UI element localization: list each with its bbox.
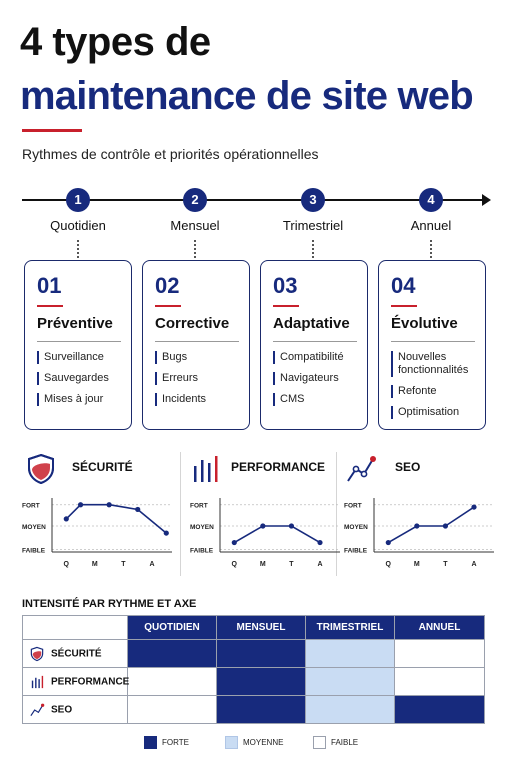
bar-chart-icon xyxy=(188,452,222,486)
chart-tick-label: Q xyxy=(385,561,392,568)
card-number: 03 xyxy=(273,273,298,298)
matrix-cell-forte xyxy=(217,696,306,724)
bar-chart-icon xyxy=(29,674,45,690)
chart-level-label: FAIBLE xyxy=(190,547,214,555)
timeline-connector xyxy=(312,240,314,258)
legend-label-forte: FORTE xyxy=(162,738,189,747)
card-item: Nouvelles fonctionnalités xyxy=(391,351,479,377)
legend-swatch-moyenne xyxy=(225,736,238,749)
matrix-column-header: MENSUEL xyxy=(217,616,306,640)
card-item: Erreurs xyxy=(155,372,243,385)
card-title: Évolutive xyxy=(391,315,458,332)
card-item: Bugs xyxy=(155,351,243,364)
matrix-cell-moyenne xyxy=(306,640,395,668)
chart-point xyxy=(107,502,112,507)
card-item-list xyxy=(391,351,479,427)
card-divider xyxy=(391,341,475,342)
securite-intensity-chart xyxy=(20,494,176,576)
matrix-row-label: SÉCURITÉ xyxy=(51,648,102,660)
card-item-list xyxy=(37,351,125,414)
chart-tick-label: A xyxy=(149,561,155,568)
card-item: Incidents xyxy=(155,393,243,406)
matrix-row-securite xyxy=(23,640,485,668)
card-number-rule xyxy=(391,305,417,307)
timeline-step-3: 3 xyxy=(301,188,325,212)
axis-title-securite: SÉCURITÉ xyxy=(72,460,133,474)
card-preventive xyxy=(24,260,132,430)
chart-point xyxy=(232,540,237,545)
matrix-cell-forte xyxy=(128,640,217,668)
matrix-column-header: ANNUEL xyxy=(395,616,485,640)
chart-point xyxy=(64,516,69,521)
chart-point xyxy=(471,504,476,509)
axis-title-performance: PERFORMANCE xyxy=(231,460,326,474)
chart-point xyxy=(289,523,294,528)
card-title: Adaptative xyxy=(273,315,350,332)
card-title: Préventive xyxy=(37,315,113,332)
shield-icon xyxy=(29,646,45,662)
matrix-column-header: QUOTIDIEN xyxy=(128,616,217,640)
timeline-label-annuel: Annuel xyxy=(410,218,452,233)
matrix-column-header: TRIMESTRIEL xyxy=(306,616,395,640)
card-number-rule xyxy=(155,305,181,307)
axis-separator xyxy=(180,452,181,576)
matrix-cell-forte xyxy=(217,668,306,696)
chart-tick-label: M xyxy=(413,561,420,568)
matrix-cell-faible xyxy=(128,668,217,696)
chart-level-label: FORT xyxy=(22,502,40,510)
chart-level-label: FAIBLE xyxy=(344,547,368,555)
matrix-cell-moyenne xyxy=(306,668,395,696)
chart-point xyxy=(386,540,391,545)
legend-swatch-forte xyxy=(144,736,157,749)
card-corrective xyxy=(142,260,250,430)
timeline-step-2: 2 xyxy=(183,188,207,212)
chart-point xyxy=(414,523,419,528)
timeline-label-mensuel: Mensuel xyxy=(170,218,220,233)
card-item: CMS xyxy=(273,393,361,406)
matrix-header-row xyxy=(23,616,485,640)
chart-tick-label: M xyxy=(91,561,98,568)
matrix-row-label: PERFORMANCE xyxy=(51,676,130,688)
card-item-list xyxy=(273,351,361,414)
card-item: Surveillance xyxy=(37,351,125,364)
chart-level-label: MOYEN xyxy=(22,524,46,531)
chart-point xyxy=(260,523,265,528)
chart-level-label: MOYEN xyxy=(344,524,368,531)
chart-level-label: FORT xyxy=(344,502,362,510)
timeline-connector xyxy=(194,240,196,258)
card-number-rule xyxy=(273,305,299,307)
legend-swatch-faible xyxy=(313,736,326,749)
matrix-corner-cell xyxy=(23,616,128,640)
shield-icon xyxy=(24,452,58,486)
card-divider xyxy=(37,341,121,342)
card-item: Optimisation xyxy=(391,406,479,419)
matrix-cell-forte xyxy=(217,640,306,668)
matrix-row-header xyxy=(23,640,128,668)
trend-line-icon xyxy=(29,702,45,718)
chart-point xyxy=(78,502,83,507)
title-accent-rule xyxy=(22,129,82,132)
card-divider xyxy=(273,341,357,342)
card-item: Navigateurs xyxy=(273,372,361,385)
chart-tick-label: T xyxy=(121,561,126,568)
matrix-cell-forte xyxy=(395,696,485,724)
card-title: Corrective xyxy=(155,315,230,332)
chart-tick-label: Q xyxy=(63,561,70,568)
matrix-row-header xyxy=(23,668,128,696)
page-title-line-2: maintenance de site web xyxy=(20,74,473,118)
chart-point xyxy=(164,530,169,535)
chart-tick-label: A xyxy=(317,561,323,568)
chart-level-label: MOYEN xyxy=(190,524,214,531)
chart-tick-label: T xyxy=(289,561,294,568)
legend-label-moyenne: MOYENNE xyxy=(243,738,284,747)
card-number: 02 xyxy=(155,273,180,298)
timeline-step-1: 1 xyxy=(66,188,90,212)
matrix-cell-moyenne xyxy=(306,696,395,724)
chart-tick-label: Q xyxy=(231,561,238,568)
timeline-label-trimestriel: Trimestriel xyxy=(282,218,344,233)
chart-tick-label: A xyxy=(471,561,477,568)
matrix-cell-faible xyxy=(128,696,217,724)
card-number: 04 xyxy=(391,273,416,298)
chart-series-line xyxy=(388,507,474,542)
seo-intensity-chart xyxy=(342,494,498,576)
chart-tick-label: M xyxy=(259,561,266,568)
chart-point xyxy=(317,540,322,545)
timeline-connector xyxy=(77,240,79,258)
matrix-row-label: SEO xyxy=(51,704,73,716)
chart-tick-label: T xyxy=(443,561,448,568)
page-title-line-1: 4 types de xyxy=(20,20,211,64)
card-evolutive xyxy=(378,260,486,430)
matrix-row-performance xyxy=(23,668,485,696)
chart-point xyxy=(135,507,140,512)
timeline-step-4: 4 xyxy=(419,188,443,212)
card-number: 01 xyxy=(37,273,62,298)
timeline-label-quotidien: Quotidien xyxy=(50,218,106,233)
matrix-row-seo xyxy=(23,696,485,724)
timeline-connector xyxy=(430,240,432,258)
matrix-cell-faible xyxy=(395,640,485,668)
chart-series-line xyxy=(234,526,320,543)
performance-intensity-chart xyxy=(188,494,344,576)
chart-point xyxy=(443,523,448,528)
card-item: Compatibilité xyxy=(273,351,361,364)
card-item: Refonte xyxy=(391,385,479,398)
matrix-row-header xyxy=(23,696,128,724)
card-number-rule xyxy=(37,305,63,307)
chart-level-label: FAIBLE xyxy=(22,547,46,555)
card-adaptative xyxy=(260,260,368,430)
card-item-list xyxy=(155,351,243,414)
matrix-title: INTENSITÉ PAR RYTHME ET AXE xyxy=(22,598,197,610)
chart-series-line xyxy=(66,505,166,533)
page-subtitle: Rythmes de contrôle et priorités opérationnelles xyxy=(22,146,319,162)
legend-label-faible: FAIBLE xyxy=(331,738,359,747)
chart-level-label: FORT xyxy=(190,502,208,510)
axis-title-seo: SEO xyxy=(395,460,421,474)
timeline-arrow-icon xyxy=(482,194,491,206)
intensity-matrix xyxy=(22,615,485,724)
card-item: Mises à jour xyxy=(37,393,125,406)
trend-line-icon xyxy=(344,452,378,486)
matrix-cell-faible xyxy=(395,668,485,696)
card-item: Sauvegardes xyxy=(37,372,125,385)
card-divider xyxy=(155,341,239,342)
